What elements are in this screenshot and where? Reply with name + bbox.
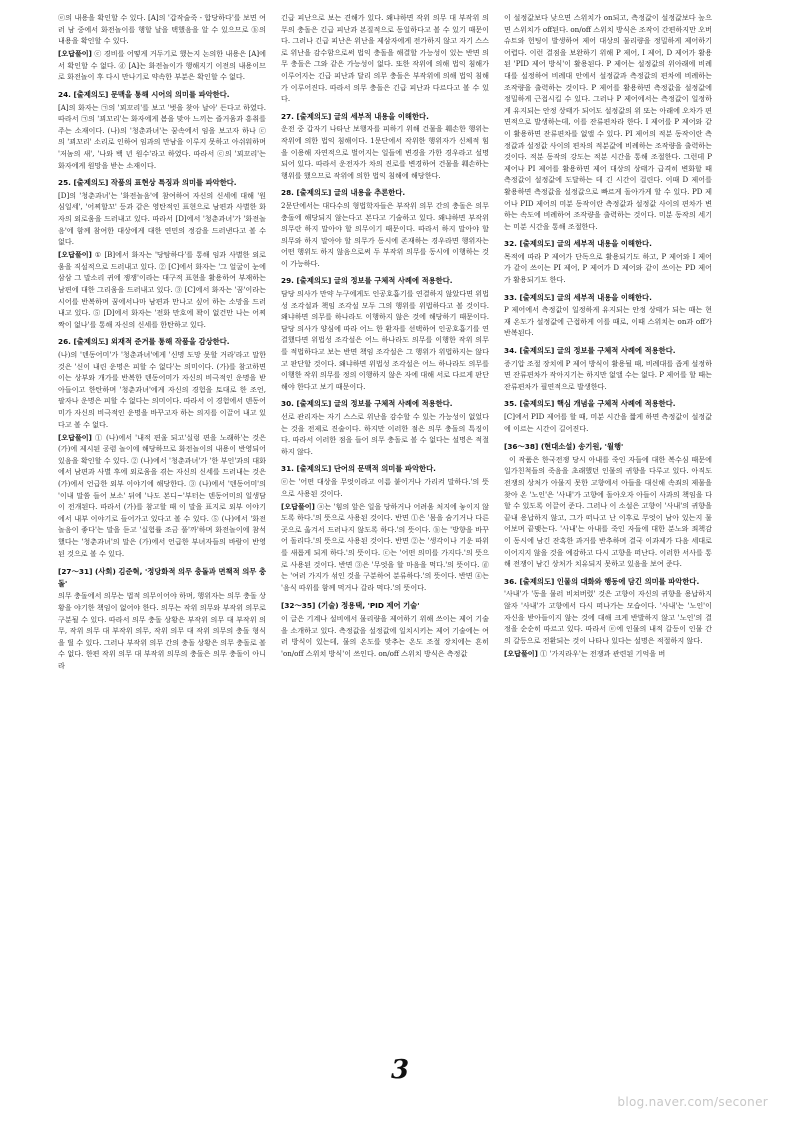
explanation-paragraph: '사내'가 '동을 물러 비쳐버렸' 것은 고향이 자신의 귀향을 용납하지 않자 '사내'가 고향에서 다시 떠나가는 모습이다. '사내'는 '노인'이 자신을 받아들이지 않는 것에 대해 크게 반발하지 않고 '노인'의 결정을 순순히 따르고 있다. 따라서 ⓔ에 인물의 내적 갈등이 인물 간의 갈등으로 전환되는 것이 나타나 있다는 설명은 적절하지 않다. xyxy=(504,589,712,645)
question-heading: 28. [출제의도] 글의 내용을 추론한다. xyxy=(281,188,406,198)
answer-text: ① [B]에서 화자는 '당탐하다'를 통해 임과 사별한 외로움을 직설적으로 드러내고 있다. ② [C]에서 화자는 '그 얼굴이 눈에 삼삼 그 말소리 귀에 쟁쟁'이라는 대구적 표현을 활용하여 부재하는 남편에 대한 그리움을 드러내고 있다. ③ [C]에서 화자는 '꿈'이라는 시어를 반복하며 꿈에서나마 남편과 만나고 싶어 하는 소망을 드러내고 있다. ⑤ [D]에서 화자는 '전화 만호에 꽉이 없건만 나는 어찌 짝이 없나'를 통해 자신의 신세를 한탄하고 있다. xyxy=(58,250,266,329)
wrong-answer-explanation xyxy=(281,501,489,594)
answer-text: ⓒ 경비를 어떻게 거두기로 했는지 논의한 내용은 [A]에서 확인할 수 없다. ⓓ [A]는 화전놀이가 행해지기 이전의 내용이므로 화전놀이 후 다시 만나기로 약속한 부분은 확인할 수 없다. xyxy=(58,49,266,82)
question-heading: 34. [출제의도] 글의 정보를 구체적 사례에 적용한다. xyxy=(504,346,676,356)
question-heading: 31. [출제의도] 단어의 문맥적 의미를 파악한다. xyxy=(281,464,436,474)
question-heading: 27. [출제의도] 글의 세부적 내용을 이해한다. xyxy=(281,111,429,121)
explanation-paragraph: 선로 관리자는 자기 스스로 위난을 감수할 수 있는 가능성이 없었다는 것을 전제로 진술이다. 하지만 이러한 점은 의무 충돌의 특징이다. 따라서 이러한 점을 들어 의무 충돌로 볼 수 없다는 설명은 적절하지 않다. xyxy=(281,412,489,456)
wrong-answer-explanation xyxy=(58,249,266,330)
answer-label: [오답풀이] xyxy=(58,432,92,442)
answer-label: [오답풀이] xyxy=(58,49,92,59)
explanation-paragraph: 이 글은 기계나 설비에서 물리량을 제어하기 위해 쓰이는 제어 기술을 소개하고 있다. 측정값을 설정값에 일치시키는 제어 기술에는 여러 방식이 있는데, 물의 온도를 맞추는 온도 조절 장치에는 흔히 'on/off 스위치 방식'이 쓰인다. on/off 스위치 방식은 측정값 xyxy=(281,614,489,658)
explanation-paragraph: 2문단에서는 대다수의 형법학자들은 부작위 의무 간의 충돌은 의무 충돌에 해당되지 않는다고 본다고 기술하고 있다. 왜냐하면 부작위 의무란 하지 말아야 할 의무이기 때문이다. 따라서 하지 말아야 할 의무와 하지 말아야 할 의무가 동시에 존재하는 경우라면 행위자는 어떤 행위도 하지 않음으로써 두 부작위 의무를 동시에 이행하는 것이 가능하다. xyxy=(281,200,489,268)
answer-label: [오답풀이] xyxy=(281,501,315,511)
question-heading: 26. [출제의도] 외재적 준거를 통해 작품을 감상한다. xyxy=(58,337,230,347)
question-heading: 29. [출제의도] 글의 정보를 구체적 사례에 적용한다. xyxy=(281,276,453,286)
wrong-answer-explanation xyxy=(58,432,266,560)
explanation-paragraph: 이 작품은 한국전쟁 당시 아내를 죽인 자들에 대한 복수심 때문에 일가친척들의 죽음을 초래했던 인물의 귀향을 다루고 있다. 아직도 전쟁의 상처가 아물지 못한 고향에서 아들을 대신해 속죄의 제물을 찾아 온 '노인'은 '사내'가 고향에 돌아오자 아들이 사과의 책임을 다할 수 있도록 이끌어 준다. 그러나 이 소설은 고향이 '사내'의 귀향을 끝내 용납하지 않고, 그가 떠나고 난 이후로 무엇이 남아 있는지 물어보며 끝맺는다. '사내'는 아내를 죽인 자들에 대한 분노와 죄책감이 동시에 남긴 잔혹한 과거를 반추하며 결국 이과제가 다음 세대로 이어지지 않을 것을 예감하고 다시 고향을 떠난다. 이러한 서사를 통해 전쟁이 남긴 상처가 치유되지 못하고 있음을 보여 준다. xyxy=(504,454,712,569)
explanation-paragraph: [A]의 화자는 ㉠의 '꾀꼬리'를 보고 '벗을 찾아 날아' 든다고 하였다. 따라서 ㉠의 '꾀꼬리'는 화자에게 봄을 맞아 느끼는 즐거움과 흥취를 주는 소재이다. (나)의 '청춘과녀'는 꿈속에서 임을 보고자 하나 ⓒ의 '꾀꼬리' 소리로 인하여 임과의 만남을 이루지 못하고 아쉬워하며 '저놈의 새', '나와 백 년 원수'라고 하였다. 따라서 ⓒ의 '꾀꼬리'는 화자에게 원망을 받는 소재이다. xyxy=(58,102,266,170)
explanation-paragraph: 의무 충돌에서 의무는 법적 의무이어야 하며, 행위자는 의무 충돌 상황을 야기한 책임이 없어야 한다. 의무는 작위 의무와 부작위 의무로 구분될 수 있다. 따라서 의무 충돌 상황은 부작위 의무 대 부작위 의무, 작위 의무 대 부작위 의무, 작위 의무 대 작위 의무의 충돌 형식을 띨 수 있다. 그러나 부작위 의무 간의 충돌 상황은 의무 충돌로 볼 수 없다. 한편 작위 의무 대 부작위 의무의 충돌은 의무 충돌이 아니라 xyxy=(58,591,266,670)
explanation-paragraph: 담당 의사가 만약 누구에게도 인공호흡기를 연결하지 않았다면 위법성 조각설과 책임 조각설 모두 그의 행위를 위법하다고 볼 것이다. 왜냐하면 의무를 하나라도 이행하지 않은 것에 해당하기 때문이다. 담당 의사가 양심에 따라 어느 한 환자를 선택하여 인공호흡기를 연결했다면 위법성 조각설은 어느 하나라도 의무를 이행한 작위 의무를 적법하다고 보는 반면 책임 조각설은 그 행위가 위법하지는 않다고 판단할 것이다. 왜냐하면 위법성 조각설은 어느 하나라도 의무를 이행한 작위 의무를 정의 이행하지 않은 자에 대해 서로 다르게 판단해야 한다고 보기 때문이다. xyxy=(281,289,489,391)
watermark: blog.naver.com/seconer xyxy=(617,1095,768,1109)
question-heading: 33. [출제의도] 글의 세부적 내용을 이해한다. xyxy=(504,292,652,302)
text-columns xyxy=(58,12,712,1052)
passage-group-heading: [27～31] (사회) 김준혁, '정당화적 의무 충돌과 면책적 의무 충돌' xyxy=(58,567,266,588)
page-number: 3 xyxy=(390,1055,410,1085)
answer-text: ⓐ는 '힘의 앞은 일을 당하거나 어려움 처지에 놓이지 않도록 하다.'의 뜻으로 사용된 것이다. 반면 ①은 '몸을 숨기거나 다른 곳으로 옮겨서 드러나지 않도록 하다.'의 뜻이다. ⓑ는 '방향을 바꾸어 돌리다.'의 뜻으로 사용된 것이다. 반면 ②는 '생각이나 기운 따위를 새롭게 되게 하다.'의 뜻이다. ⓒ는 '어떤 의미를 가지다.'의 뜻으로 사용된 것이다. 반면 ③은 '무엇을 할 마음을 먹다.'의 뜻이다. ⓓ는 '여러 가지가 섞인 것을 구분하여 분류하다.'의 뜻이다. 반면 ④는 '음식 따위를 함께 먹거나 갈라 먹다.'의 뜻이다. xyxy=(281,501,489,592)
column-right xyxy=(504,12,712,1052)
wrong-answer-explanation xyxy=(58,48,266,83)
answer-text: ① '가지라우'는 전쟁과 관련된 기억을 버 xyxy=(537,648,666,658)
column-left xyxy=(58,12,266,1052)
explanation-paragraph: P 제어에서 측정값이 일정하게 유지되는 안정 상태가 되는 때는 현재 온도가 설정값에 근접하게 이를 때로, 이때 스위치는 on과 off가 반복된다. xyxy=(504,305,712,338)
question-heading: 32. [출제의도] 글의 세부적 내용을 이해한다. xyxy=(504,239,652,249)
question-heading: 25. [출제의도] 작품의 표현상 특징과 의미를 파악한다. xyxy=(58,178,237,188)
explanation-paragraph: 긴급 피난으로 보는 견해가 있다. 왜냐하면 작위 의무 대 부작위 의무의 충돌은 긴급 피난과 본질적으로 동일하다고 볼 수 있기 때문이다. 그러나 긴급 피난은 위난을 제삼자에게 전가하지 않고 자기 스스로 위난을 감수함으로써 법익 충돌을 해결할 가능성이 있는 반면 의무 충돌은 그와 같은 가능성이 없다. 또한 작위에 의해 법익 침해가 이루어지는 긴급 피난과 달리 의무 충돌은 부작위에 의해 법익 침해가 이루어진다. 따라서 의무 충돌은 긴급 피난과 다르다고 볼 수 있다. xyxy=(281,13,489,104)
passage-group-heading: [36～38] (현대소설) 송기원, '월행' xyxy=(504,442,624,452)
explanation-paragraph: ⓔ는 '어떤 대상을 무엇이라고 이름 붙이거나 가리켜 말하다.'의 뜻으로 사용된 것이다. xyxy=(281,476,489,498)
explanation-paragraph: 증기압 조절 장치에 P 제어 방식이 활용될 때, 비례대를 좁게 설정하면 잔류편차가 작아지기는 하지만 없앨 수는 없다. P 제어를 할 때는 잔류편차가 필연적으로 발생한다. xyxy=(504,358,712,391)
answer-label: [오답풀이] xyxy=(504,648,538,658)
passage-group-heading: [32～35] (기술) 정용택, 'PID 제어 기술' xyxy=(281,601,420,611)
answer-text: ① (나)에서 '내적 편울 되고'실렁 편을 노래하'는 것은 (가)에 제시된 공렴 놀이에 해당하므로 화전놀이의 내용이 반영되어 있음을 확인할 수 있다. ② (나)에서 '청춘과녀'가 '한 부인'과의 대화에서 남편과 사별 후에 외로움을 겪는 자신의 신세를 드러내는 것은 (가)에서 언급한 외부 이야기에 해당한다. ③ (나)에서 '덴동어미'의 '이내 말씀 들어 보소' 뒤에 '나도 본디~'부터는 덴동어미의 일생담이 전개된다. 따라서 (가)를 참고할 때 이 말을 표지로 외부 이야기에서 내부 이야기로 들어가고 있다고 볼 수 있다. ⑤ (나)에서 '화전놀음이 좋다'는 말을 듣고 '실험률 조금 풀'까'하며 화전놀이에 참석했다는 '청춘과녀'의 말은 (가)에서 언급한 부녀자들의 바람이 반영된 것으로 볼 수 있다. xyxy=(58,432,266,558)
explanation-paragraph: (나)의 '덴동어미'가 '청춘과녀'에게 '신명 도망 못할 거라'라고 말한 것은 '신이 내린 운명은 피할 수 없다'는 의미이다. (가)를 참고하면 이는 상부와 개가를 반복한 덴동어미가 자신의 비극적인 운명을 받아들이고 한탄하며 '청춘과녀'에게 자신의 경험을 토대로 한 조언, 팔자나 운명은 피할 수 없다는 의미이다. 따라서 이 경험에서 덴동어미가 자신의 비극적인 운명을 바꾸고자 하는 의지를 이끌어 내고 있다고 볼 수 없다. xyxy=(58,350,266,429)
explanation-paragraph: ⓔ의 내용을 확인할 수 있다. [A]의 '갑작술죽 - 합당하다'를 보면 여러 남 중에서 화전놀이를 행할 날을 택했음을 알 수 있으므로 ⓑ의 내용을 확인할 수 있다. xyxy=(58,13,266,46)
wrong-answer-explanation xyxy=(504,648,712,660)
explanation-paragraph: 운전 중 갑자기 나타난 보행자를 피하기 위해 건물을 훼손한 행위는 작위에 의한 법익 침해이다. 1문단에서 작위한 행위자가 신체적 힘을 이용해 자연적으로 벌어지는 일들에 변경을 가한 경우라고 설명되어 있다. 따라서 운전자가 차의 진로를 변경하여 건물을 훼손하는 행위를 했으므로 작위에 의한 법익 침해에 해당한다. xyxy=(281,124,489,180)
explanation-paragraph: 이 설정값보다 낮으면 스위치가 on되고, 측정값이 설정값보다 높으면 스위치가 off된다. on/off 스위치 방식은 조작이 간편하지만 오버슈트와 헌팅이 발생하여 제어 대상의 물리량을 정밀하게 제어하기 어렵다. 이런 결점을 보완하기 위해 P 제어, I 제어, D 제어가 활용된 'PID 제어 방식'이 활용된다. P 제어는 설정값의 위아래에 비례대를 설정하여 비례대 안에서 설정값과 측정값의 편차에 비례하는 조작량을 출력하는 것이다. P 제어를 활용하면 측정값을 설정값에 정밀하게 근접시킬 수 있다. 그러나 P 제어에서는 측정값이 일정하게 유지되는 안정 상태가 되어도 설정값의 위 또는 아래에 오차가 편면적으로 발생하는데, 이를 잔류편차라 한다. I 제어를 P 제어와 같이 활용하면 잔류편차를 없앨 수 있다. PI 제어의 적분 동작이란 측정값과 설정값 사이의 편차의 적분값에 비례하는 조작량을 출력하는 것이다. 적분 동작의 강도는 적분 시간을 통해 조절한다. 그런데 P 제어나 PI 제어를 활용하면 제어 대상의 상태가 급격히 변화할 때 측정값이 설정값에 도달하는 데 긴 시간이 걸린다. 이때 D 제어를 활용하면 측정값을 설정값으로 빠르게 돌아가게 할 수 있다. PD 제어나 PID 제어의 미분 동작이란 측정값과 설정값 사이의 편차가 변하는 속도에 비례하여 조작량을 출력하는 것이다. 미분 동작의 세기는 미분 시간을 통해 조절한다. xyxy=(504,13,712,231)
column-middle xyxy=(281,12,489,1052)
question-heading: 36. [출제의도] 인물의 대화와 행동에 담긴 의미를 파악한다. xyxy=(504,576,700,586)
explanation-paragraph: [D]의 '청춘과녀'는 '화전놀음'에 참여하여 자신의 신세에 대해 '원심일세', '어찌할꼬' 등과 같은 영탄적인 표현으로 남편과 사별한 화자의 외로움을 드러내고 있다. 따라서 [D]에서 '청춘과녀'가 '화전놀음'에 함께 참여한 대상에게 대한 연민의 정감을 드러낸다고 볼 수 없다. xyxy=(58,190,266,247)
question-heading: 35. [출제의도] 핵심 개념을 구체적 사례에 적용한다. xyxy=(504,399,676,409)
answer-label: [오답풀이] xyxy=(58,250,92,260)
question-heading: 24. [출제의도] 문맥을 통해 시어의 의미를 파악한다. xyxy=(58,90,230,100)
explanation-paragraph: 목적에 따라 P 제어가 단독으로 활용되기도 하고, P 제어와 I 제어가 같이 쓰이는 PI 제어, P 제어가 D 제어와 같이 쓰이는 PD 제어가 활용되기도 한다. xyxy=(504,251,712,285)
explanation-paragraph: [C]에서 PID 제어를 할 때, 미분 시간을 짧게 하면 측정값이 설정값에 이르는 시간이 길어진다. xyxy=(504,412,712,433)
question-heading: 30. [출제의도] 글의 정보를 구체적 사례에 적용한다. xyxy=(281,399,453,409)
